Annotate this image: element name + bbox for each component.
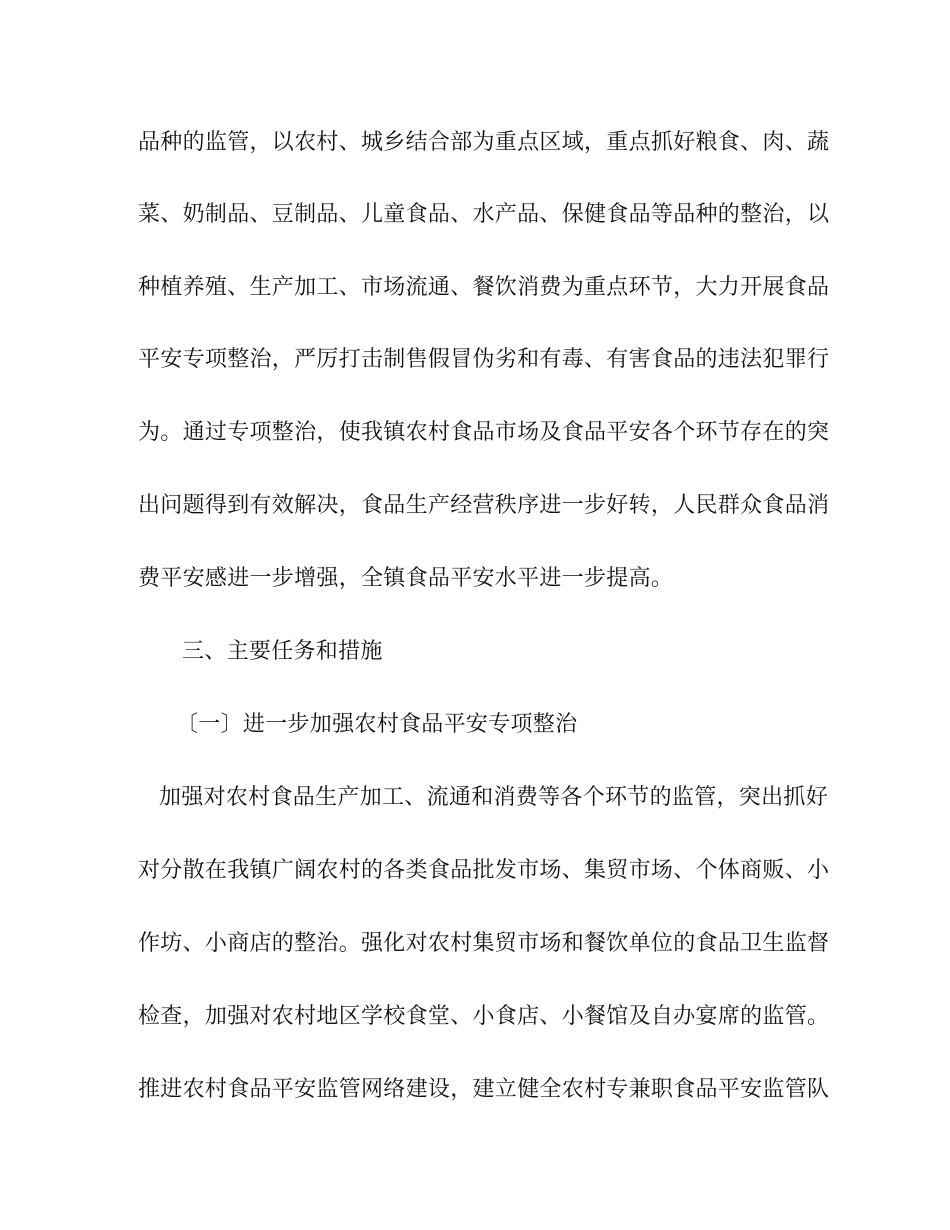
subsection-heading: 〔一〕进一步加强农村食品平安专项整治: [176, 712, 578, 737]
paragraph-1-line-7: 费平安感进一步增强，全镇食品平安水平进一步提高。: [138, 566, 674, 591]
paragraph-1-line-4: 平安专项整治，严厉打击制售假冒伪劣和有毒、有害食品的违法犯罪行: [138, 347, 830, 372]
paragraph-2-line-1: 加强对农村食品生产加工、流通和消费等各个环节的监管，突出抓好: [159, 785, 829, 810]
paragraph-1-line-1: 品种的监管，以农村、城乡结合部为重点区域，重点抓好粮食、肉、蔬: [138, 130, 830, 155]
paragraph-1-line-5: 为。通过专项整治，使我镇农村食品市场及食品平安各个环节存在的突: [138, 420, 830, 445]
paragraph-2-line-2: 对分散在我镇广阔农村的各类食品批发市场、集贸市场、个体商贩、小: [138, 858, 830, 883]
paragraph-2-line-5: 推进农村食品平安监管网络建设，建立健全农村专兼职食品平安监管队: [138, 1077, 830, 1102]
paragraph-1-line-3: 种植养殖、生产加工、市场流通、餐饮消费为重点环节，大力开展食品: [138, 275, 830, 300]
paragraph-1-line-6: 出问题得到有效解决，食品生产经营秩序进一步好转，人民群众食品消: [138, 493, 830, 518]
paragraph-1-line-2: 菜、奶制品、豆制品、儿童食品、水产品、保健食品等品种的整治，以: [138, 202, 830, 227]
paragraph-2-line-4: 检查，加强对农村地区学校食堂、小食店、小餐馆及自办宴席的监管。: [138, 1004, 830, 1029]
paragraph-2-line-3: 作坊、小商店的整治。强化对农村集贸市场和餐饮单位的食品卫生监督: [138, 931, 830, 956]
section-heading: 三、主要任务和措施: [182, 639, 383, 664]
